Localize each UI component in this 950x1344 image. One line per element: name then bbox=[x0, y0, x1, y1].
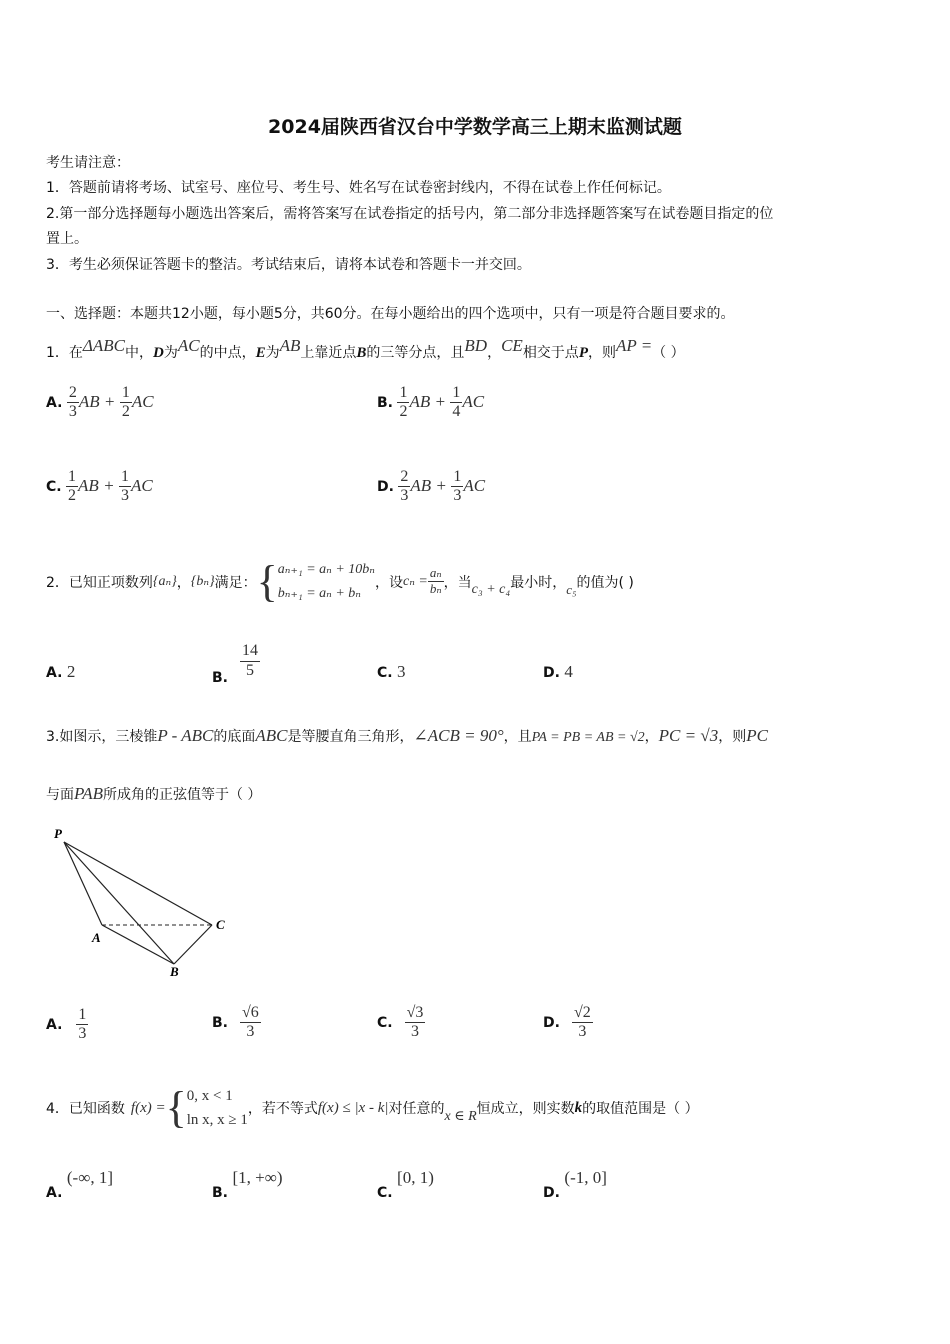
q4-option-b[interactable]: B. [1, +∞) bbox=[212, 1168, 283, 1201]
question-1: 1．在ΔABC中，D为AC的中点，E为AB上靠近点B的三等分点，且BD，CE相交于点P，则AP =（ ） bbox=[46, 336, 685, 361]
q1-option-a[interactable]: A. $\frac{2}{3}$ AB + $\frac{1}{2}$ AC bbox=[46, 384, 154, 421]
q1-option-c[interactable]: C. $\frac{1}{2}$ AB + $\frac{1}{3}$ AC bbox=[46, 468, 153, 505]
q4-option-c[interactable]: C. [0, 1) bbox=[377, 1168, 434, 1201]
section-heading: 一、选择题：本题共12小题，每小题5分，共60分。在每小题给出的四个选项中，只有一项是符合题目要求的。 bbox=[46, 306, 735, 322]
label-C: C bbox=[216, 917, 225, 932]
notice-item-1: 1．答题前请将考场、试室号、座位号、考生号、姓名写在试卷密封线内，不得在试卷上作任何标记。 bbox=[46, 180, 671, 196]
notice-heading: 考生请注意： bbox=[46, 155, 130, 171]
q1-option-b[interactable]: B. $\frac{1}{2}$ AB + $\frac{1}{4}$ AC bbox=[377, 384, 485, 421]
q2-option-c[interactable]: C. 3 bbox=[377, 662, 406, 681]
question-3-cont: 与面PAB所成角的正弦值等于（ ） bbox=[46, 784, 262, 803]
q4-option-d[interactable]: D. (-1, 0] bbox=[543, 1168, 607, 1201]
q3-option-c[interactable]: C. $\frac{√3}{3}$ bbox=[377, 1004, 424, 1041]
label-B: B bbox=[170, 964, 179, 979]
page-title: 2024届陕西省汉台中学数学高三上期末监测试题 bbox=[268, 116, 682, 138]
q3-option-d[interactable]: D. $\frac{√2}{3}$ bbox=[543, 1004, 591, 1041]
q2-option-a[interactable]: A. 2 bbox=[46, 662, 76, 681]
label-A: A bbox=[92, 930, 101, 945]
question-2: 2．已知正项数列 {aₙ} ， {bₙ} 满足： { aₙ₊₁ = aₙ + 10bₙ bₙ₊₁ = aₙ + bₙ ，设 cₙ = $\frac{\text{aₙ}}{\text{bₙ}}$ ，当 c₃ + c₄ 最小时， c₅ 的值为( ) bbox=[46, 556, 634, 606]
notice-item-2-cont: 置上。 bbox=[46, 231, 88, 247]
notice-item-2: 2.第一部分选择题每小题选出答案后，需将答案写在试卷指定的括号内，第二部分非选择题答案写在试卷题目指定的位 bbox=[46, 206, 774, 222]
question-3: 3.如图示，三棱锥P - ABC的底面ABC是等腰直角三角形，∠ACB = 90°，且PA = PB = AB = √2，PC = √3，则PC bbox=[46, 726, 768, 745]
q3-option-a[interactable]: A. $\frac{1}{3}$ bbox=[46, 1006, 87, 1043]
q1-option-d[interactable]: D. $\frac{2}{3}$ AB + $\frac{1}{3}$ AC bbox=[377, 468, 486, 505]
label-P: P bbox=[54, 826, 62, 841]
pyramid-figure bbox=[46, 822, 246, 982]
q2-option-d[interactable]: D. 4 bbox=[543, 662, 573, 681]
q3-option-b[interactable]: B. $\frac{√6}{3}$ bbox=[212, 1004, 259, 1041]
q4-option-a[interactable]: A. (-∞, 1] bbox=[46, 1168, 113, 1201]
q2-option-b[interactable]: B. $\frac{14}{5}$ bbox=[212, 642, 258, 686]
question-4: 4．已知函数 f(x) = { 0, x < 1 ln x, x ≥ 1 ，若不等式 f(x) ≤ |x - k| 对任意的 x ∈ R 恒成立，则实数 k 的取值范围是（ ） bbox=[46, 1083, 699, 1132]
notice-item-3: 3．考生必须保证答题卡的整洁。考试结束后，请将本试卷和答题卡一并交回。 bbox=[46, 257, 531, 273]
